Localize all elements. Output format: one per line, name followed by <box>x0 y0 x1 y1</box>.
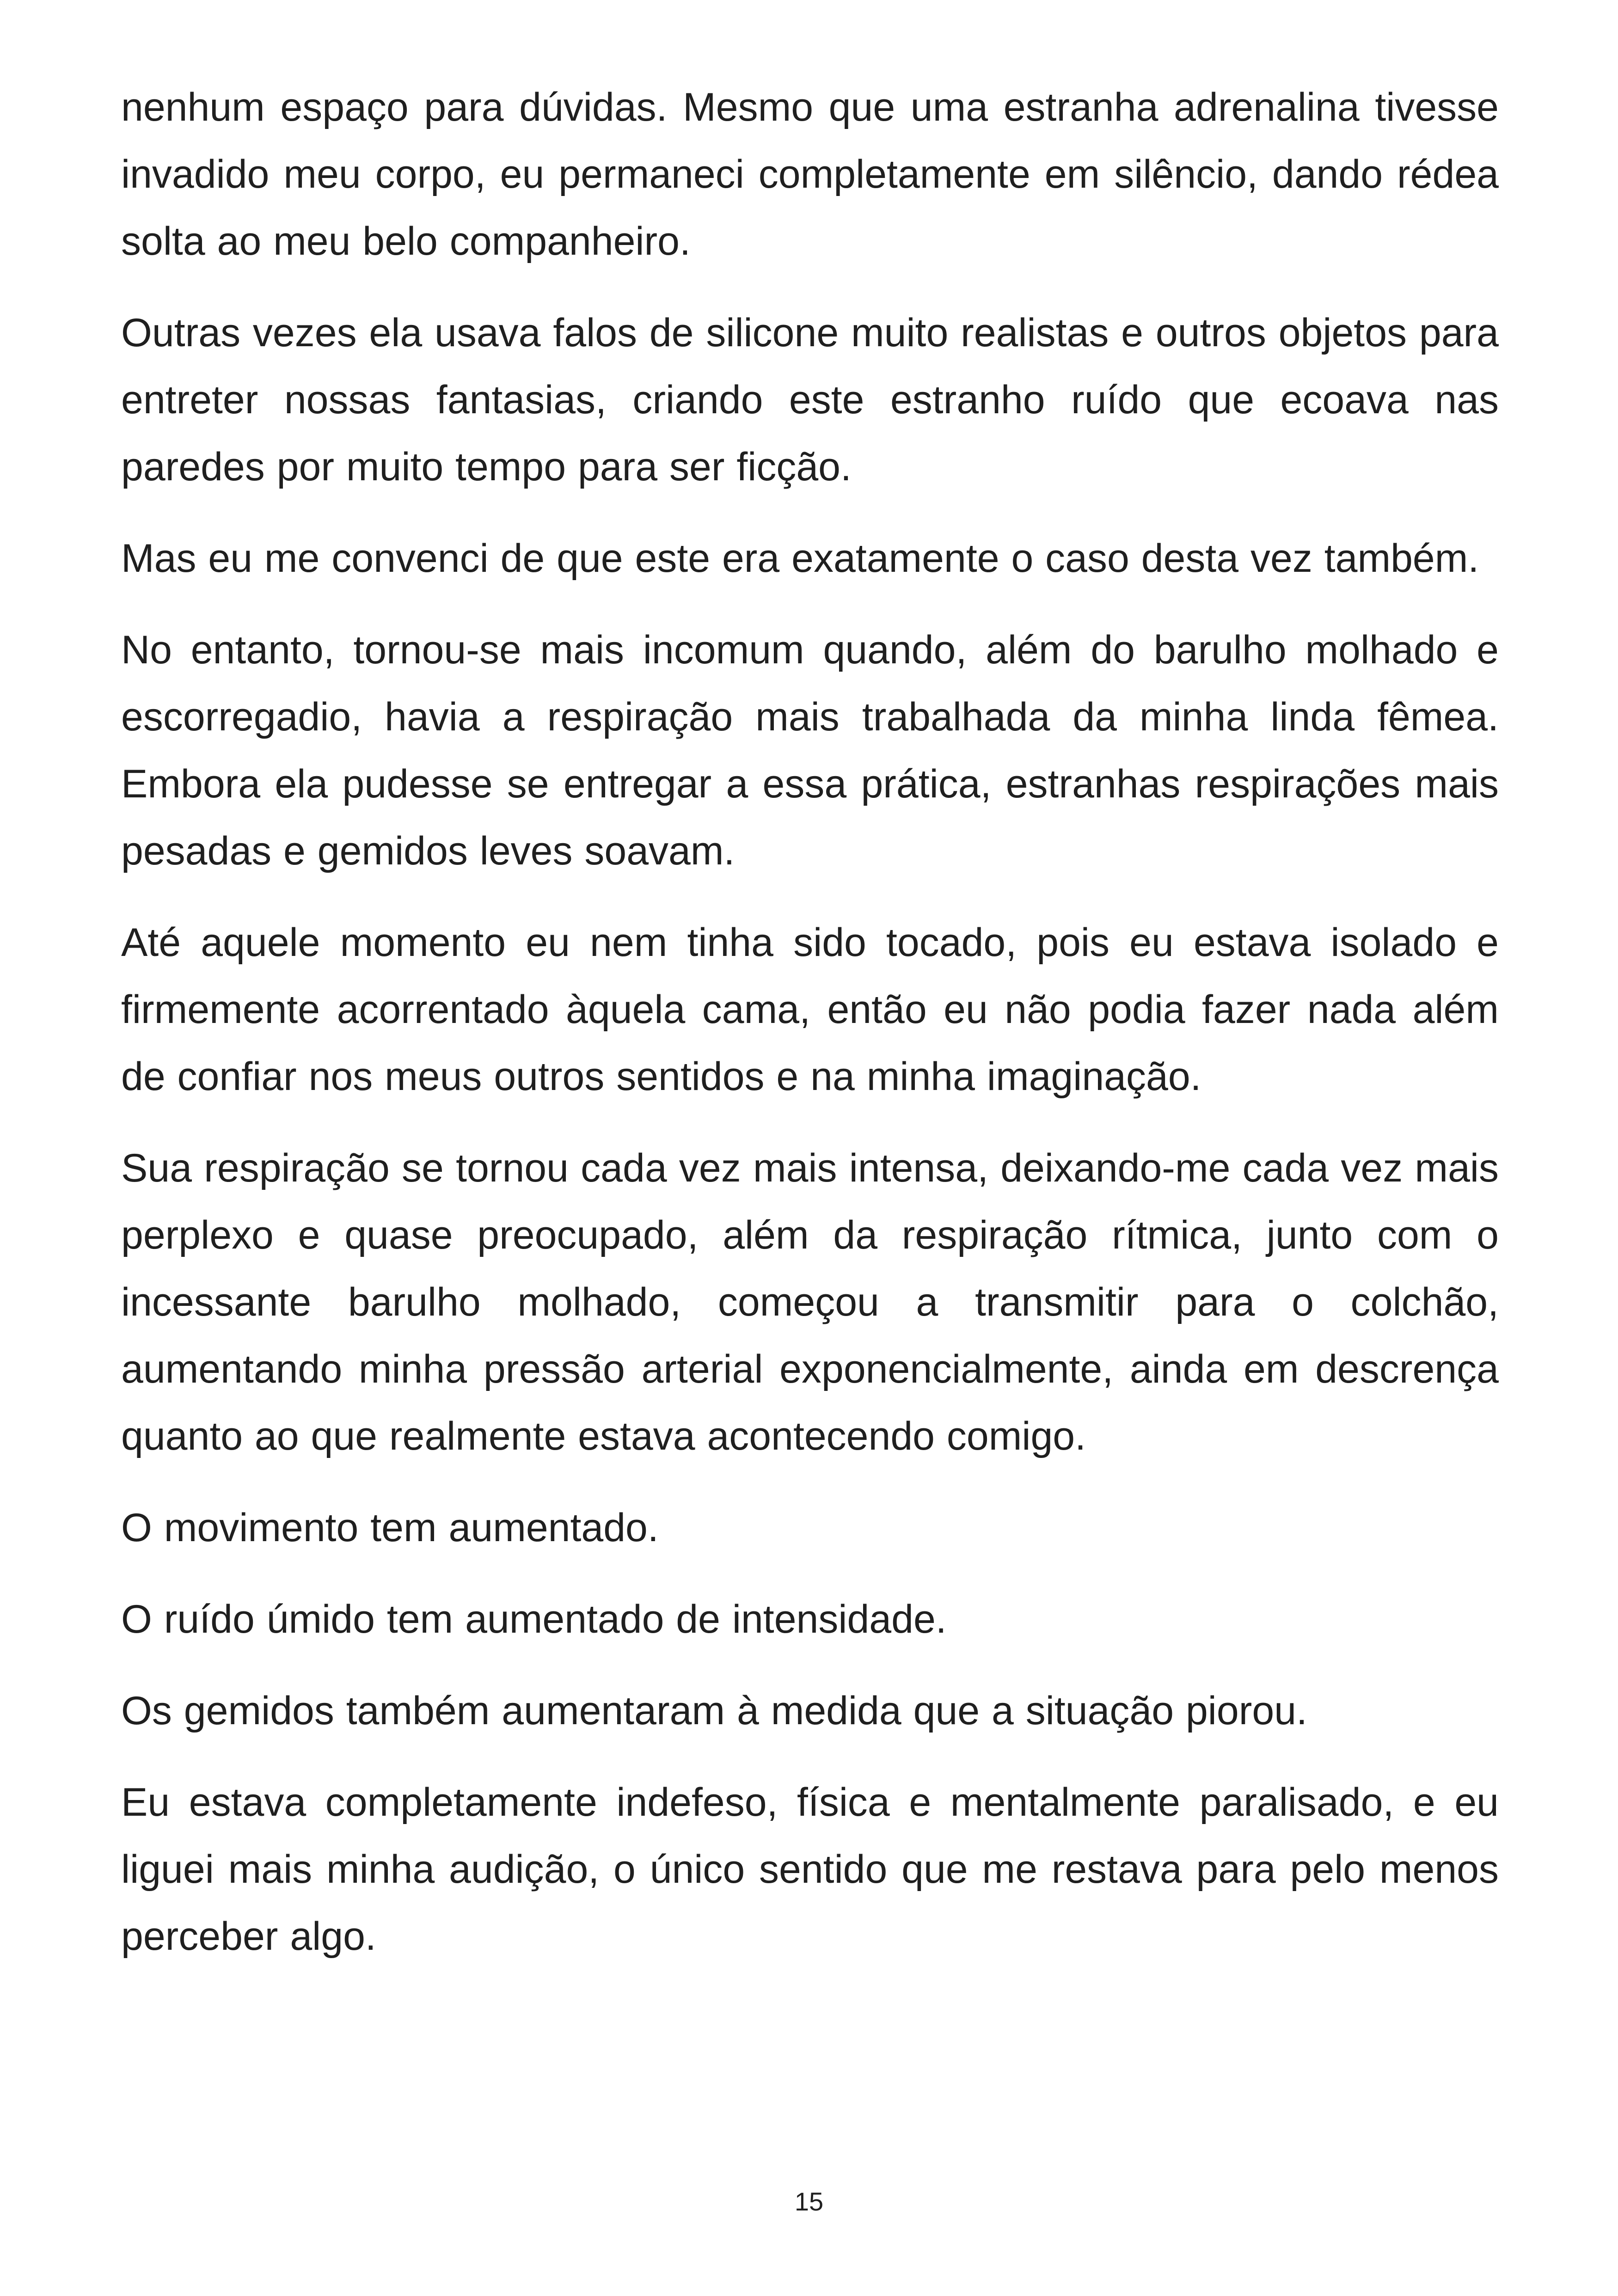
paragraph: Sua respiração se tornou cada vez mais intensa, deixando-me cada vez mais perplexo e quase preocupado, além da respiração rítmica, junto com o incessante barulho molhado, começou a transmitir para o colchão, aumentando minha pressão arterial exponencialmente, ainda em descrença quanto ao que realmente estava acontecendo comigo. <box>121 1146 1499 1458</box>
paragraph: O movimento tem aumentado. <box>121 1506 659 1550</box>
paragraph: Os gemidos também aumentaram à medida que a situação piorou. <box>121 1689 1307 1733</box>
page-number: 15 <box>794 2187 824 2216</box>
paragraph: O ruído úmido tem aumentado de intensidade. <box>121 1597 947 1641</box>
paragraph: No entanto, tornou-se mais incomum quando, além do barulho molhado e escorregadio, havia a respiração mais trabalhada da minha linda fêmea. Embora ela pudesse se entregar a essa prática, estranhas respirações mais pesadas e gemidos leves soavam. <box>121 628 1499 873</box>
paragraph: Mas eu me convenci de que este era exatamente o caso desta vez também. <box>121 536 1479 581</box>
paragraph: Outras vezes ela usava falos de silicone muito realistas e outros objetos para entreter nossas fantasias, criando este estranho ruído que ecoava nas paredes por muito tempo para ser ficção. <box>121 311 1499 489</box>
paragraph: nenhum espaço para dúvidas. Mesmo que uma estranha adrenalina tivesse invadido meu corpo, eu permaneci completamente em silêncio, dando rédea solta ao meu belo companheiro. <box>121 85 1499 263</box>
body-text <box>121 74 1499 1995</box>
paragraph: Eu estava completamente indefeso, física e mentalmente paralisado, e eu liguei mais minha audição, o único sentido que me restava para pelo menos perceber algo. <box>121 1780 1499 1959</box>
paragraph: Até aquele momento eu nem tinha sido tocado, pois eu estava isolado e firmemente acorrentado àquela cama, então eu não podia fazer nada além de confiar nos meus outros sentidos e na minha imaginação. <box>121 920 1499 1099</box>
